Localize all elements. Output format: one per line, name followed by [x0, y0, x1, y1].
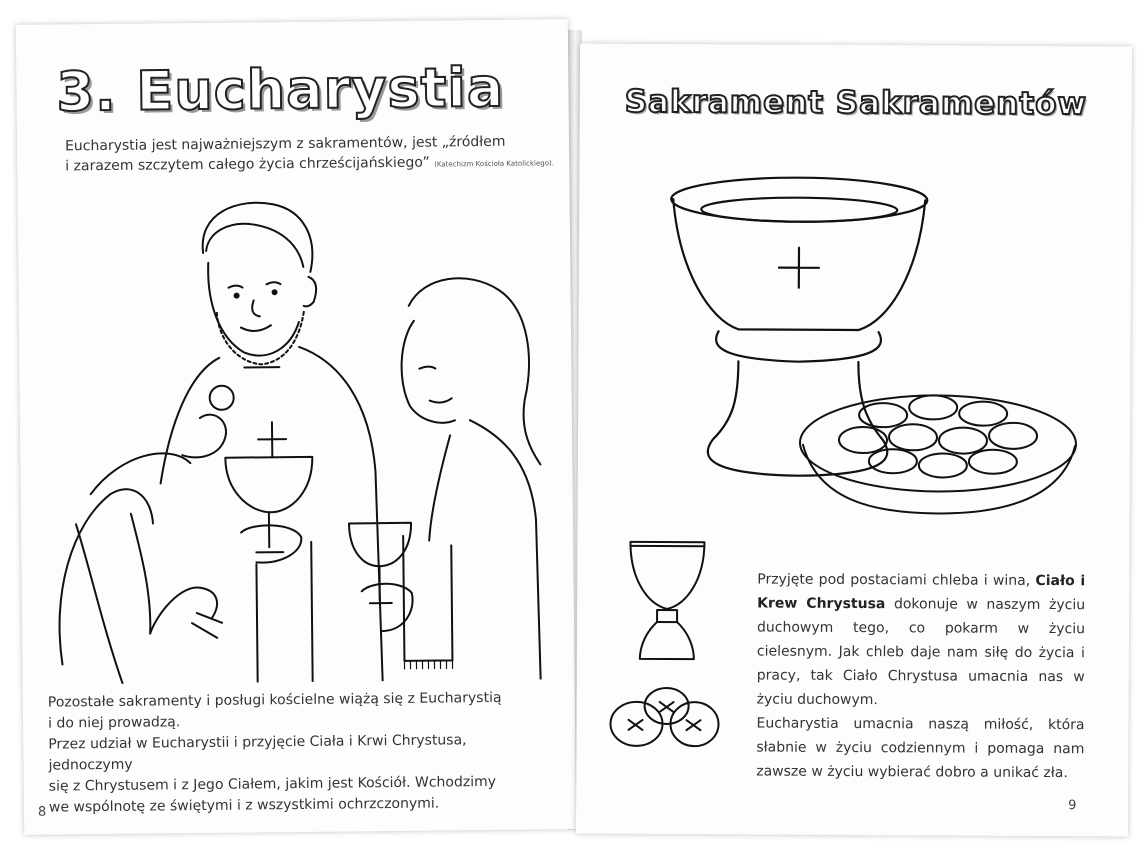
bread-plate-illustration	[793, 385, 1084, 527]
para1-rest: dokonuje w naszym życiu duchowym tego, co pokarm w życiu cielesnym. Jak chleb daje nam siłę do życia i pracy, tak Ciało Chrystusa umacnia nas w życiu duchowym.	[756, 596, 1086, 709]
intro-paragraph	[65, 131, 555, 178]
page-title: 3. Eucharystia	[56, 55, 505, 124]
bread-rolls-icon	[606, 684, 721, 755]
bottom-line: się z Chrystusem i z Jego Ciałem, jakim jest Kościół. Wchodzimy	[48, 773, 497, 795]
small-chalice-icon	[622, 534, 713, 669]
bottom-line: Pozostałe sakramenty i posługi kościelne wiążą się z Eucharystią	[47, 689, 502, 711]
right-paragraph	[756, 567, 1085, 785]
page-title: Sakrament Sakramentów	[624, 83, 1088, 123]
paragraph-2: Eucharystia umacnia naszą miłość, która słabnie w życiu codziennym i pomaga nam zawsze w życiu wybierać dobro a unikać zła.	[756, 715, 1085, 782]
communion-illustration	[28, 189, 563, 685]
right-page	[576, 44, 1132, 837]
bottom-paragraph	[48, 687, 549, 818]
bottom-line: we wspólnotę ze świętymi i z wszystkimi ochrzczonymi.	[48, 795, 440, 816]
para1-bold: Ciało i Krew Chrystusa	[757, 572, 1086, 613]
para1-start: Przyjęte pod postaciami chleba i wina,	[757, 571, 1031, 589]
intro-line-text: i zarazem szczytem całego życia chrześcijańskiego”	[65, 154, 430, 175]
page-number: 8	[37, 804, 47, 820]
citation: (Katechizm Kościoła Katolickiego).	[434, 159, 554, 169]
page-number: 9	[1068, 798, 1077, 814]
paragraph-1	[757, 567, 1086, 713]
intro-line	[65, 151, 555, 178]
left-page	[16, 19, 576, 835]
bottom-line: Przez udział w Eucharystii i przyjęcie Ciała i Krwi Chrystusa, jednoczymy	[48, 732, 467, 774]
bottom-line: i do niej prowadzą.	[48, 714, 181, 732]
intro-line: Eucharystia jest najważniejszym z sakramentów, jest „źródłem	[64, 133, 506, 155]
